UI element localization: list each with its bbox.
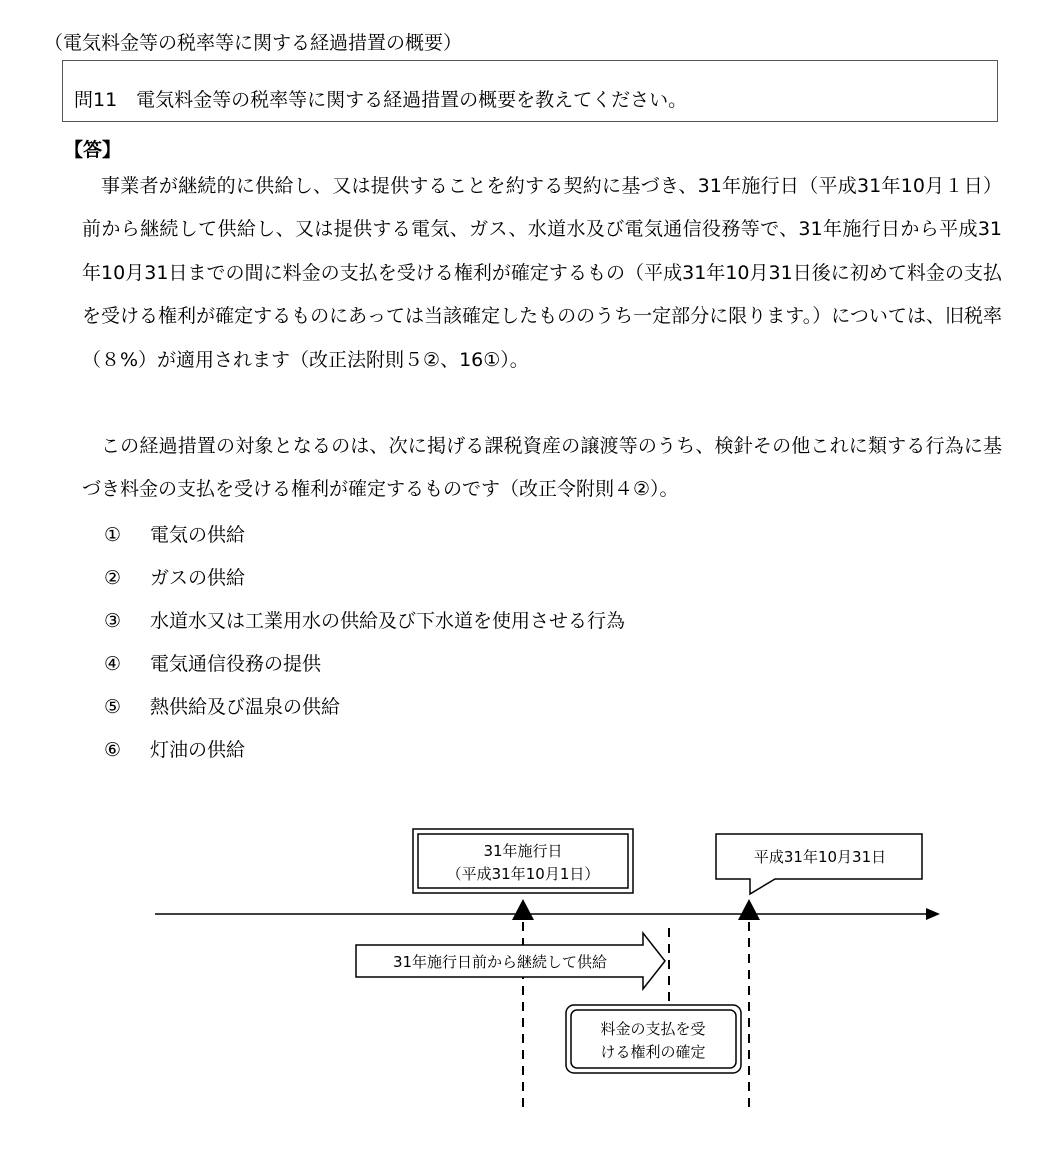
list-item-number: ⑤ [104,696,122,718]
list-item-text: 水道水又は工業用水の供給及び下水道を使用させる行為 [150,610,626,632]
answer-label: 【答】 [64,139,122,161]
list-item-number: ④ [104,653,122,675]
section-heading: （電気料金等の税率等に関する経過措置の概要） [44,32,463,54]
continuous-supply-label: 31年施行日前から継続して供給 [392,953,608,971]
list-item-text: ガスの供給 [150,567,246,589]
start-date-marker [512,899,534,920]
end-date-marker [738,899,760,920]
list-item-number: ③ [104,610,122,632]
list-item-text: 電気の供給 [150,524,246,546]
list-item-number: ② [104,567,122,589]
timeline-arrowhead [926,908,940,920]
start-date-subtitle: （平成31年10月1日） [446,865,600,883]
list-item-text: 熱供給及び温泉の供給 [150,696,341,718]
answer-paragraph-1: 事業者が継続的に供給し、又は提供することを約する契約に基づき、31年施行日（平成31年10月１日）前から継続して供給し、又は提供する電気、ガス、水道水及び電気通信役務等で、31年施行日から平成31年10月31日までの間に料金の支払を受ける権利が確定するもの（平成31年10月31日後に初めて料金の支払を受ける権利が確定するものにあっては当該確定したもののうち一定部分に限ります。）については、旧税率（８%）が適用されます（改正法附則５②、16①）。 [82,175,1002,371]
list-item-number: ① [104,524,122,546]
payment-confirm-box-outer [566,1005,741,1073]
start-date-label: 31年施行日 [483,842,563,860]
answer-paragraph-2: この経過措置の対象となるのは、次に掲げる課税資産の譲渡等のうち、検針その他これに類する行為に基づき料金の支払を受ける権利が確定するものです（改正令附則４②）。 [82,435,1002,501]
start-date-box-outer [413,829,633,893]
question-text: 問11 電気料金等の税率等に関する経過措置の概要を教えてください。 [74,89,688,111]
list-item-text: 電気通信役務の提供 [150,653,322,675]
list-item-number: ⑥ [104,739,122,761]
end-date-label: 平成31年10月31日 [753,848,887,866]
payment-confirm-label-2: ける権利の確定 [600,1043,706,1061]
list-item-text: 灯油の供給 [150,739,246,761]
payment-confirm-label-1: 料金の支払を受 [600,1020,706,1038]
